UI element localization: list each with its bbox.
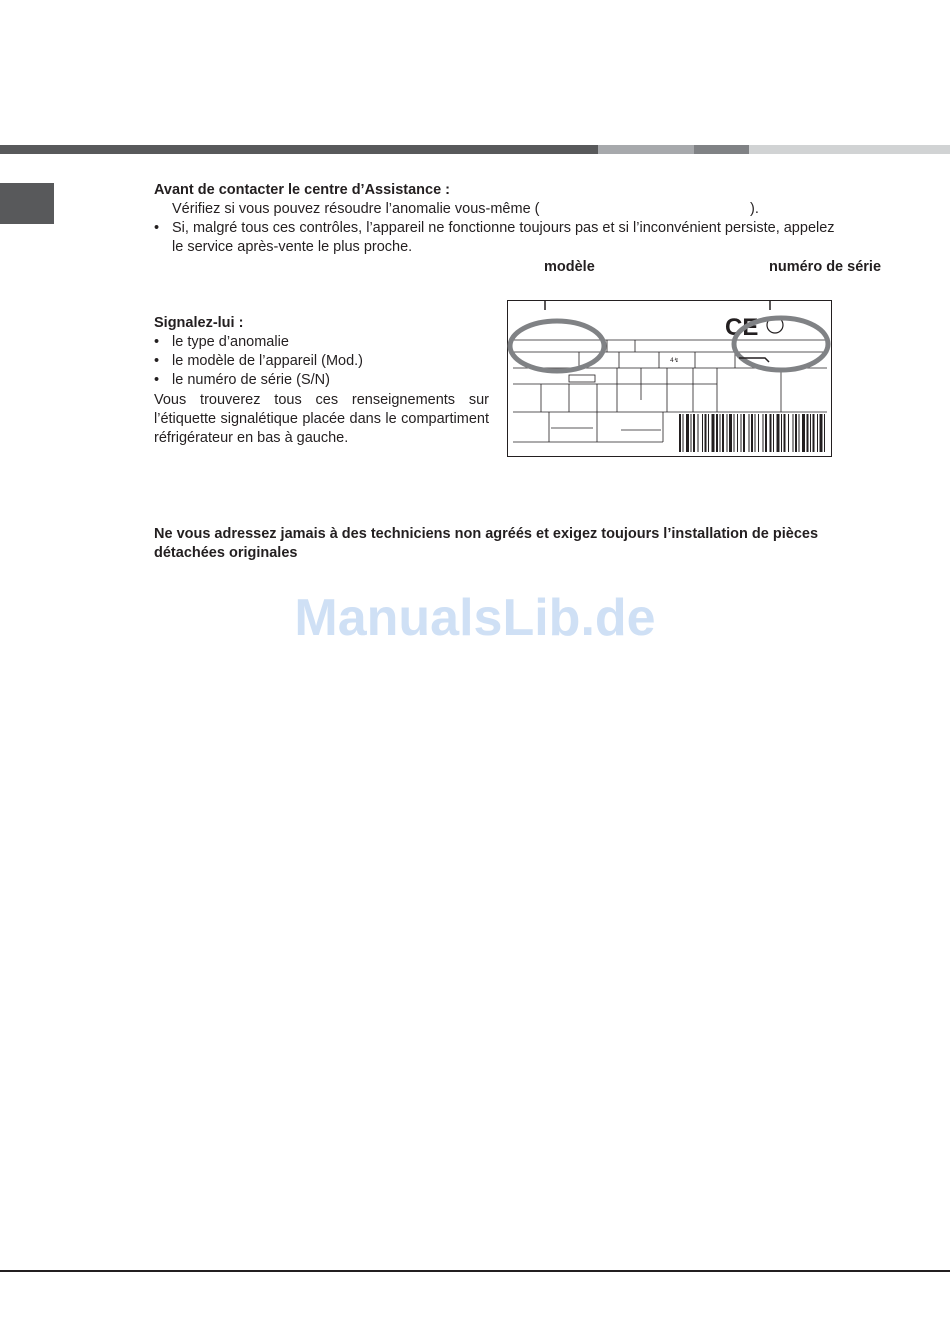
- header-bar-light: [749, 145, 950, 154]
- verify-text-start: Vérifiez si vous pouvez résoudre l’anomalie vous-même (: [172, 201, 540, 217]
- barcode-icon: [679, 414, 825, 452]
- serial-caption: numéro de série: [769, 259, 882, 275]
- header-bar-mid: [598, 145, 694, 154]
- bullet-text-line1: Si, malgré tous ces contrôles, l’appareil ne fonctionne toujours pas et si l’inconvénient persiste, appelez: [172, 220, 835, 236]
- bullet-marker: •: [154, 334, 160, 350]
- star-rating-symbol: [569, 375, 595, 382]
- language-tab: [0, 183, 54, 224]
- header-bar-darkmid: [694, 145, 749, 154]
- rating-label-drawing: [507, 300, 832, 457]
- serial-highlight-ellipse: [734, 318, 828, 370]
- bullet-marker: •: [154, 220, 160, 236]
- warning-line1: Ne vous adressez jamais à des techniciens non agréés et exigez toujours l’installation de pièces: [154, 526, 819, 542]
- label-location-paragraph: Vous trouverez tous ces renseignements sur l’étiquette signalétique placée dans le compartiment réfrigérateur en bas à gauche.: [154, 392, 489, 446]
- label-grid: [513, 340, 827, 442]
- list-item-text: le modèle de l’appareil (Mod.): [172, 353, 364, 369]
- report-heading: Signalez-lui :: [154, 315, 244, 331]
- model-highlight-ellipse: [510, 321, 604, 371]
- footer-rule: [0, 1270, 950, 1272]
- list-item-text: le type d’anomalie: [172, 334, 289, 350]
- ce-mark: CE: [725, 314, 759, 341]
- rating-label-figure: [507, 300, 832, 457]
- list-item: [154, 333, 494, 352]
- list-item: [154, 352, 494, 371]
- model-caption: modèle: [544, 259, 595, 275]
- assistance-heading: Avant de contacter le centre d’Assistance :: [154, 182, 451, 198]
- header-bar-dark: [0, 145, 598, 154]
- volt-symbol: 4↯: [670, 357, 679, 364]
- watermark: ManualsLib.de: [294, 589, 656, 647]
- header-color-bar: [0, 145, 950, 154]
- bullet-text-line2: le service après-vente le plus proche.: [172, 239, 413, 255]
- verify-text-end: ).: [750, 201, 759, 217]
- list-item: [154, 371, 494, 390]
- report-list: [154, 333, 494, 390]
- bullet-marker: •: [154, 372, 160, 388]
- bullet-marker: •: [154, 353, 160, 369]
- list-item-text: le numéro de série (S/N): [172, 372, 330, 388]
- warning-line2: détachées originales: [154, 545, 298, 561]
